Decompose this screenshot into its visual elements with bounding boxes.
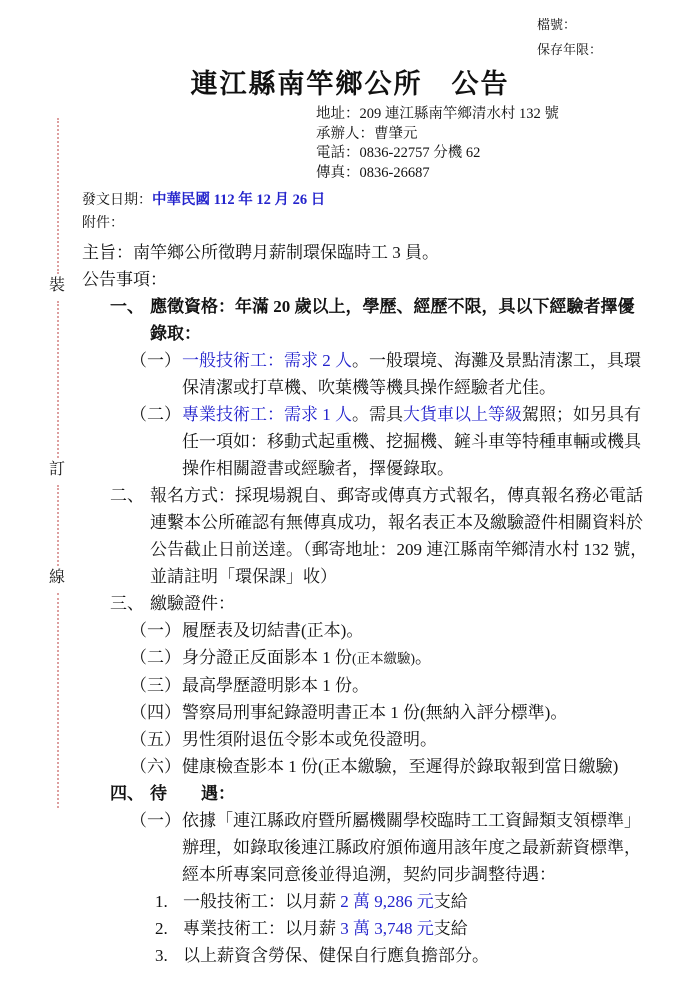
phone-line: 電話：0836-22757 分機 62 (316, 145, 481, 161)
body-item (130, 699, 648, 726)
item-marker: 1. (155, 892, 168, 911)
item-text-blue: 2 萬 9,286 元 (340, 892, 434, 911)
item-marker: 三、 (110, 594, 144, 613)
body-item (130, 347, 648, 401)
item-text: 支給 (433, 892, 468, 911)
doc-info-block (82, 189, 700, 235)
binding-dotted-line (57, 485, 59, 566)
item-text: 一般技術工：以月薪 (183, 892, 341, 911)
item-text: 。需具 (352, 405, 403, 424)
item-text-small: (正本繳驗) (352, 651, 415, 666)
item-text-blue: 3 萬 3,748 元 (340, 919, 434, 938)
item-text: 健康檢查影本 1 份(正本繳驗，至遲得於錄取報到當日繳驗) (182, 757, 619, 776)
body-item (130, 726, 648, 753)
body-item (110, 482, 648, 590)
item-text: 。 (415, 648, 432, 667)
attachment-label: 附件： (82, 216, 124, 231)
file-number-label: 檔號： (537, 17, 577, 32)
body-item (155, 915, 648, 942)
body-item (130, 617, 648, 644)
item-marker: （四） (130, 703, 181, 722)
binding-char-ding: 訂 (49, 461, 66, 478)
body-item (155, 888, 648, 915)
item-text: 以上薪資含勞保、健保自行應負擔部分。 (183, 946, 489, 965)
item-text-blue: 一般技術工：需求 2 人 (182, 351, 352, 370)
item-marker: （三） (130, 676, 181, 695)
body-item (110, 293, 648, 347)
item-text: 待 遇： (150, 784, 235, 803)
file-meta-block (537, 12, 602, 62)
subject-line: 主旨：南竿鄉公所徵聘月薪制環保臨時工 3 員。 (82, 243, 439, 262)
item-marker: （二） (130, 405, 181, 424)
announcement-body (80, 293, 648, 969)
item-text-blue: 專業技術工：需求 1 人 (182, 405, 352, 424)
retention-period-label: 保存年限： (537, 42, 603, 57)
item-text: 。一般環境、海灘及景點清潔工，具環保清潔或打草機、吹葉機等機具操作經驗者尤佳。 (182, 351, 641, 397)
item-marker: （一） (130, 811, 181, 830)
item-text: 專業技術工：以月薪 (183, 919, 341, 938)
item-text: 身分證正反面影本 1 份 (182, 648, 352, 667)
item-marker: 四、 (110, 784, 144, 803)
item-text: 依據「連江縣政府暨所屬機關學校臨時工工資歸類支領標準」辦理，如錄取後連江縣政府頒佈適用該年度之最新薪資標準，經本所專案同意後並得追溯，契約同步調整待遇： (182, 811, 641, 884)
item-text: 駕照；如另具有任一項如：移動式起重機、挖掘機、鏟斗車等特種車輛或機具操作相關證書或經驗者，擇優錄取。 (182, 405, 641, 478)
binding-char-zhuang: 裝 (49, 277, 66, 294)
issue-date-value: 中華民國 112 年 12 月 26 日 (152, 192, 326, 208)
item-text: 警察局刑事紀錄證明書正本 1 份(無納入評分標準)。 (182, 703, 568, 722)
item-text-blue: 大貨車以上等級 (403, 405, 522, 424)
item-marker: （六） (130, 757, 181, 776)
body-item (130, 807, 648, 888)
agency-contact-block (316, 105, 700, 183)
item-marker: （二） (130, 648, 181, 667)
item-text: 最高學歷證明影本 1 份。 (182, 676, 369, 695)
body-item (110, 590, 648, 617)
fax-line: 傳真：0836-26687 (316, 164, 430, 181)
issue-date-line (82, 189, 700, 212)
item-marker: （五） (130, 730, 181, 749)
item-marker: （一） (130, 351, 181, 370)
item-marker: 2. (155, 919, 168, 938)
item-text: 男性須附退伍令影本或免役證明。 (182, 730, 437, 749)
body-item (130, 672, 648, 699)
body-item (130, 401, 648, 482)
contact-person-line: 承辦人：曹肇元 (316, 125, 418, 142)
item-text: 報名方式：採現場親自、郵寄或傳真方式報名，傳真報名務必電話連繫本公所確認有無傳真成功，報名表正本及繳驗證件相關資料於公告截止日前送達。（郵寄地址：209 連江縣南竿鄉清水村 132 號，並請註明「環保課」收） (150, 486, 648, 586)
address-line: 地址：209 連江縣南竿鄉清水村 132 號 (316, 106, 559, 122)
body-item (110, 780, 648, 807)
issue-date-label: 發文日期： (82, 193, 152, 208)
binding-dotted-line (57, 593, 59, 808)
body-item (130, 753, 648, 780)
body-item (130, 644, 648, 672)
item-text: 繳驗證件： (150, 594, 235, 613)
item-marker: 二、 (110, 486, 144, 505)
item-text: 履歷表及切結書(正本)。 (182, 621, 364, 640)
page-title: 連江縣南竿鄉公所 公告 (190, 69, 510, 99)
item-marker: 一、 (110, 297, 144, 316)
binding-dotted-line (57, 301, 59, 458)
binding-dotted-line (57, 118, 59, 274)
binding-char-xian: 線 (49, 569, 66, 586)
item-marker: （一） (130, 621, 181, 640)
announcement-heading: 公告事項： (82, 270, 167, 289)
body-item (155, 942, 648, 969)
item-marker: 3. (155, 946, 168, 965)
item-text: 支給 (433, 919, 468, 938)
item-text: 應徵資格：年滿 20 歲以上，學歷、經歷不限，具以下經驗者擇優錄取： (150, 297, 635, 343)
